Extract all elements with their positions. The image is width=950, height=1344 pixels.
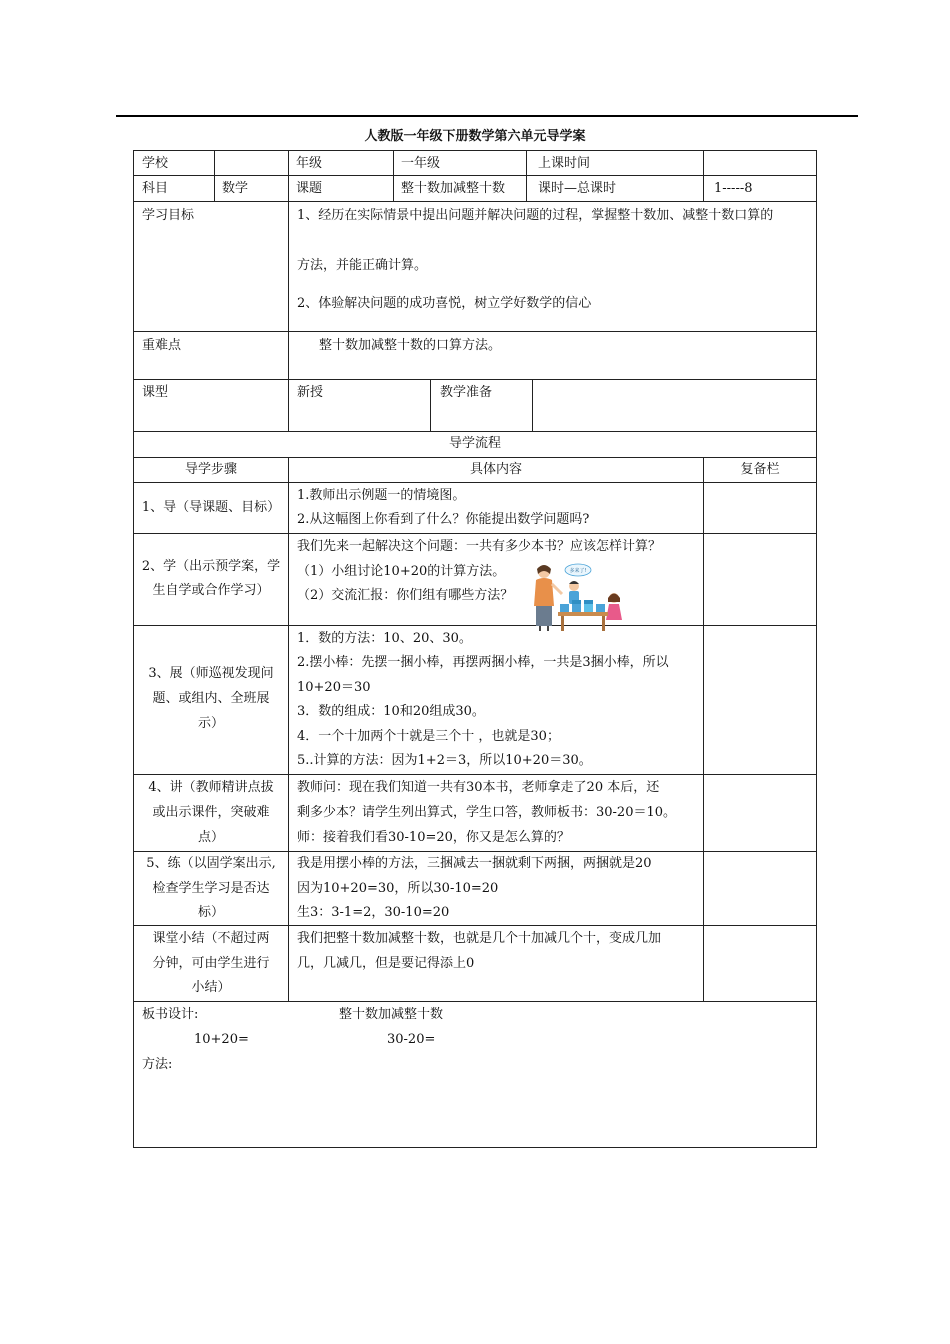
col-header-notes: 复备栏 bbox=[740, 462, 780, 477]
step-label: 小结） bbox=[191, 980, 231, 995]
lesson-type-value: 新授 bbox=[297, 385, 324, 400]
board-method-label: 方法: bbox=[142, 1057, 173, 1072]
step-content-line: 1．数的方法：10、20、30。 bbox=[297, 631, 472, 646]
objective-line: 方法，并能正确计算。 bbox=[297, 258, 428, 273]
row-rule bbox=[134, 201, 816, 202]
board-label: 板书设计: bbox=[142, 1007, 199, 1022]
lesson-plan-table bbox=[133, 150, 817, 1148]
step-content-line: 3．数的组成：10和20组成30。 bbox=[297, 704, 485, 719]
row-rule bbox=[134, 482, 816, 483]
step-label: 或出示课件，突破难 bbox=[152, 805, 270, 820]
top-rule bbox=[116, 115, 858, 117]
step-content-line: 几，几减几，但是要记得添上0 bbox=[297, 956, 475, 971]
page-title: 人教版一年级下册数学第六单元导学案 bbox=[364, 129, 586, 144]
step-content-line: 5..计算的方法：因为1+2＝3，所以10+20＝30。 bbox=[297, 753, 592, 768]
col-header-content: 具体内容 bbox=[469, 462, 522, 477]
row-rule bbox=[134, 625, 816, 626]
class-time-label: 上课时间 bbox=[538, 156, 591, 171]
step-content-line: （2）交流汇报：你们组有哪些方法？ bbox=[297, 588, 514, 603]
key-points-value: 整十数加减整十数的口算方法。 bbox=[319, 338, 502, 353]
col-header-step: 导学步骤 bbox=[184, 462, 237, 477]
step-content-line: 4．一个十加两个十就是三个十 ，也就是30； bbox=[297, 729, 560, 744]
step-label: 点） bbox=[197, 830, 224, 845]
row-rule bbox=[134, 1001, 816, 1002]
step-content-line: 教师问：现在我们知道一共有30本书，老师拿走了20 本后，还 bbox=[297, 780, 660, 795]
step-content-line: 10+20＝30 bbox=[297, 680, 371, 695]
svg-text:多来了!: 多来了! bbox=[569, 568, 587, 574]
girl-figure bbox=[606, 593, 622, 620]
board-title: 整十数加减整十数 bbox=[339, 1007, 444, 1022]
lesson-type-label: 课型 bbox=[142, 385, 169, 400]
step-content-line: 1.教师出示例题一的情境图。 bbox=[297, 488, 466, 503]
key-points-label: 重难点 bbox=[142, 338, 182, 353]
step-label: 课堂小结（不超过两 bbox=[152, 931, 270, 946]
step-label: 生自学或合作学习） bbox=[152, 583, 270, 598]
objectives-label: 学习目标 bbox=[142, 208, 195, 223]
subject-label: 科目 bbox=[142, 181, 169, 196]
prep-label: 教学准备 bbox=[440, 385, 493, 400]
school-label: 学校 bbox=[142, 156, 169, 171]
step-content-line: （1）小组讨论10+20的计算方法。 bbox=[297, 564, 506, 579]
step-label: 示） bbox=[197, 716, 224, 731]
step-content-line: 我是用摆小棒的方法，三捆减去一捆就剩下两捆，两捆就是20 bbox=[297, 856, 652, 871]
col-rule bbox=[532, 379, 533, 431]
col-rule bbox=[703, 457, 704, 1001]
step-content-line: 因为10+20=30，所以30-10=20 bbox=[297, 881, 499, 896]
grade-label: 年级 bbox=[296, 156, 323, 171]
board-equation: 10+20= bbox=[194, 1032, 249, 1047]
step-label: 题、或组内、全班展 bbox=[152, 691, 270, 706]
step-content-line: 2.从这幅图上你看到了什么？你能提出数学问题吗? bbox=[297, 512, 590, 527]
flow-title: 导学流程 bbox=[448, 436, 501, 451]
speech-bubble bbox=[565, 564, 591, 576]
step-label: 分钟，可由学生进行 bbox=[152, 956, 270, 971]
teacher-students-illustration bbox=[520, 560, 632, 632]
step-label: 5、练（以固学案出示, bbox=[146, 856, 276, 871]
row-rule bbox=[134, 331, 816, 332]
col-rule bbox=[526, 151, 527, 201]
period-label: 课时—总课时 bbox=[538, 181, 617, 196]
col-rule bbox=[393, 151, 394, 201]
step-content-line: 我们先来一起解决这个问题：一共有多少本书？应该怎样计算？ bbox=[297, 539, 662, 554]
step-label: 3、展（师巡视发现问 bbox=[148, 666, 274, 681]
step-label: 2、学（出示预学案，学 bbox=[141, 559, 281, 574]
topic-value: 整十数加减整十数 bbox=[401, 181, 506, 196]
objective-line: 1、经历在实际情景中提出问题并解决问题的过程，掌握整十数加、减整十数口算的 bbox=[297, 208, 774, 223]
col-rule bbox=[288, 151, 289, 431]
step-label: 检查学生学习是否达 bbox=[152, 881, 270, 896]
step-label: 4、讲（教师精讲点拔 bbox=[148, 780, 274, 795]
step-label: 标） bbox=[197, 905, 224, 920]
step-content-line: 师：接着我们看30-10=20，你又是怎么算的？ bbox=[297, 830, 570, 845]
col-rule bbox=[214, 151, 215, 201]
board-equation: 30-20= bbox=[387, 1032, 436, 1047]
table-with-books bbox=[558, 600, 608, 631]
period-value: 1-----8 bbox=[714, 181, 753, 196]
objective-line: 2、体验解决问题的成功喜悦，树立学好数学的信心 bbox=[297, 296, 592, 311]
subject-value: 数学 bbox=[222, 181, 249, 196]
step-content-line: 生3：3-1=2，30-10=20 bbox=[297, 905, 450, 920]
step-content-line: 我们把整十数加减整十数，也就是几个十加减几个十，变成几加 bbox=[297, 931, 662, 946]
step-label: 1、导（导课题、目标） bbox=[141, 500, 281, 515]
col-rule bbox=[288, 457, 289, 1001]
col-rule bbox=[703, 151, 704, 201]
step-content-line: 剩多少本？请学生列出算式，学生口答，教师板书：30-20＝10。 bbox=[297, 805, 677, 820]
step-content-line: 2.摆小棒：先摆一捆小棒，再摆两捆小棒，一共是3捆小棒，所以 bbox=[297, 655, 669, 670]
topic-label: 课题 bbox=[296, 181, 323, 196]
col-rule bbox=[430, 379, 431, 431]
teacher-figure bbox=[534, 565, 562, 631]
grade-value: 一年级 bbox=[401, 156, 441, 171]
